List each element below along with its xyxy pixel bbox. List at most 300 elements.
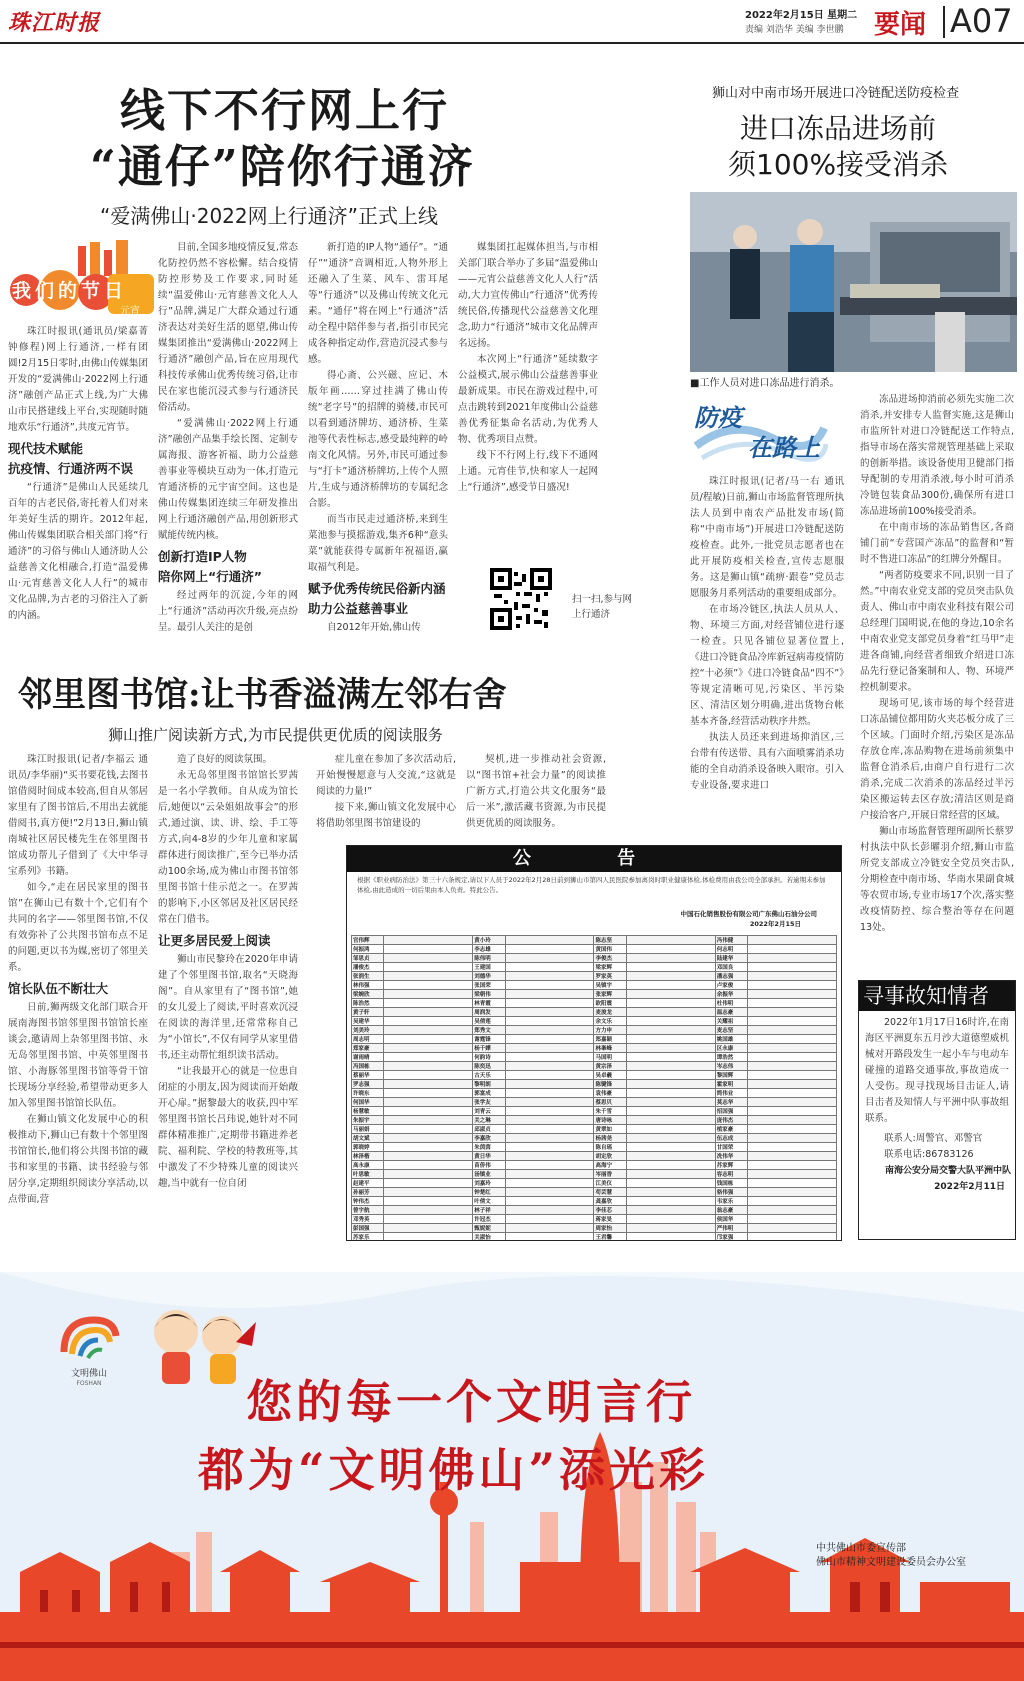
notice-person-id [505,1089,594,1098]
notice-person-name: 麦志坚 [715,1026,747,1035]
notice-person-id [384,1107,473,1116]
notice-person-name: 姚国雄 [715,1035,747,1044]
online-col-2 [158,240,298,664]
notice-person-name: 吴镇宇 [594,981,626,990]
notice-person-id [384,1098,473,1107]
notice-person-name: 蔡思贝 [594,1098,626,1107]
witness-contact: 联系人:周警官、邓警官 [884,1133,983,1144]
notice-person-name: 韦家乐 [715,1197,747,1206]
notice-person-id [505,1197,594,1206]
notice-person-id [384,1071,473,1080]
notice-person-id [505,972,594,981]
notice-person-id [626,990,715,999]
notice-person-name: 刘嘉玲 [473,1179,505,1188]
library-col2-para-3: 狮山市民黎玲在2020年申请建了个邻里图书馆,取名“天晓海阁”。自从家里有了“图书馆”,她的女儿爱上了阅读,平时喜欢沉浸在阅读的海洋里,还常常称自己为“小馆长”,不仅有同学从家里借书,还主动帮忙组织读书活动。 [158,954,298,1061]
notice-person-name: 黎明朗 [473,1080,505,1089]
notice-person-name: 关耀祖 [715,1017,747,1026]
notice-person-name: 张学友 [473,1098,505,1107]
notice-person-name: 刘青云 [473,1107,505,1116]
notice-person-id [384,1143,473,1152]
notice-person-id [748,981,837,990]
notice-person-name: 卢家俊 [715,981,747,990]
notice-person-name: 潘俊杰 [352,963,384,972]
festival-badge-text: 我们的节日 [12,280,128,302]
mascot-icon [140,1302,260,1392]
online-col3-para-2: 得心斋、公兴磁、应记、木版年画……穿过挂满了佛山传统“老字号”的招牌的骑楼,市民可以看到通济牌坊、通济桥、生菜池等代表性标志,感受最纯粹的岭南文化风情。另外,市民可通过参与“打卡”通济桥牌坊,上传个人照片,生成与通济桥牌坊的专属纪念合影。 [308,370,448,509]
notice-person-id [626,1143,715,1152]
online-col2-subhead-1: 创新打造IP人物 [158,549,247,564]
notice-table-row [352,981,837,990]
notice-person-id [748,1080,837,1089]
notice-person-name: 杨千嬅 [473,1044,505,1053]
online-col1-subhead-1: 现代技术赋能 [8,441,84,456]
notice-person-id [384,1116,473,1125]
notice-person-id [748,1062,837,1071]
notice-person-id [505,963,594,972]
notice-person-name: 周家怡 [594,1224,626,1233]
notice-person-id [748,972,837,981]
notice-person-name: 许冠杰 [473,1215,505,1224]
epidemic-logo [692,398,828,464]
notice-person-name: 岑丽香 [594,1170,626,1179]
notice-person-id [748,1098,837,1107]
notice-person-name: 孙丽芳 [352,1188,384,1197]
notice-person-id [505,1206,594,1215]
notice-person-id [384,1215,473,1224]
library-col-3 [316,752,456,836]
cold-chain-col2-para-4: 现场可见,该市场的每个经营进口冻品铺位都用防火夹芯板分成了三个区域。门面时介绍,污染区是冻品存放仓库,冻品购物在进场前须集中监督仓消杀后,由商户自行进行二次消杀,完成二次消杀的冻品经过半污染区搬运转去区存放;清洁区则是商户接洽客户,开展日常经营的区域。 [860,698,1014,821]
notice-signature: 中国石化销售股份有限公司广东佛山石油分公司 [680,910,817,918]
notice-person-id [626,1062,715,1071]
notice-person-id [626,1125,715,1134]
notice-person-name: 霍家明 [715,1080,747,1089]
notice-person-id [626,1026,715,1035]
notice-person-name: 邱淑贞 [473,1125,505,1134]
online-tongji-subheadline: “爱满佛山·2022网上行通济”正式上线 [100,204,438,228]
notice-person-name: 王建国 [473,963,505,972]
notice-person-name: 杜伟明 [715,999,747,1008]
notice-table-row [352,1089,837,1098]
notice-person-id [626,1107,715,1116]
qr-code[interactable] [490,568,552,630]
notice-person-name: 李俊杰 [594,954,626,963]
notice-person-name: 李嘉欣 [473,1134,505,1143]
notice-person-name: 官伟辉 [352,936,384,945]
notice-person-id [748,1188,837,1197]
notice-table-row [352,1080,837,1089]
notice-person-name: 温志豪 [715,1008,747,1017]
notice-person-id [505,1143,594,1152]
notice-person-id [626,1179,715,1188]
notice-person-name: 招国强 [715,1107,747,1116]
notice-person-id [505,1233,594,1242]
notice-person-id [748,1233,837,1242]
notice-table-row [352,954,837,963]
notice-person-name: 林子祥 [473,1206,505,1215]
notice-person-name: 邹思贞 [352,954,384,963]
notice-person-name: 何振鸿 [352,945,384,954]
notice-person-id [384,1224,473,1233]
notice-table-row [352,990,837,999]
notice-person-name: 张国荣 [473,981,505,990]
notice-table-row [352,1179,837,1188]
notice-person-id [505,1125,594,1134]
notice-person-name: 庞伟杰 [715,1116,747,1125]
festival-badge [8,240,158,320]
notice-person-name: 吴卓羲 [594,1071,626,1080]
notice-person-name: 骆伟强 [715,1188,747,1197]
cold-chain-col2-para-3: “两者防疫要求不同,识别一目了然。”中南农业党支部的党员突击队负责人、佛山市中南农业科技有限公司总经理门国明说,在他的身边,10余名中南农业党支部党员身着“红马甲”走进各商铺,向经营者细致介绍进口冻品先行登记备案制和人、物、环境严控机制要求。 [860,570,1014,693]
festival-badge-sub: 元宵 [120,306,140,317]
notice-person-name: 邓国良 [715,963,747,972]
notice-person-name: 黄小玲 [473,936,505,945]
notice-person-name: 严伟明 [715,1224,747,1233]
notice-person-name: 莫志华 [715,1098,747,1107]
notice-table-row [352,1026,837,1035]
notice-person-id [626,1017,715,1026]
notice-person-id [626,936,715,945]
library-headline: 邻里图书馆:让书香溢满左邻右舍 [18,675,507,715]
notice-person-name: 余振华 [715,990,747,999]
notice-table-row [352,945,837,954]
notice-person-id [748,1224,837,1233]
notice-person-name: 周润发 [473,1008,505,1017]
newspaper-logo: 珠江时报 [8,10,101,36]
notice-person-name: 简伟业 [715,1089,747,1098]
notice-person-id [748,1152,837,1161]
notice-person-name: 潘志强 [715,972,747,981]
notice-person-id [748,1026,837,1035]
notice-title: 公 告 [512,848,676,869]
notice-person-id [384,1026,473,1035]
online-col4-para-1: 媒集团扛起媒体担当,与市相关部门联合举办了多届“温爱佛山——元宵公益慈善文化人人行”活动,大力宣传佛山“行通济”优秀传统民俗,传播现代公益慈善文化理念,助力“行通济”城市文化品牌声名远扬。 [458,242,598,349]
notice-person-name: 黎国辉 [715,1071,747,1080]
notice-person-id [626,1008,715,1017]
notice-person-id [384,981,473,990]
notice-table-row [352,963,837,972]
notice-person-id [384,1044,473,1053]
notice-person-name: 汤镇业 [473,1170,505,1179]
notice-person-name: 郑家豪 [352,1044,384,1053]
library-col4-para-1: 契机,进一步推动社会资源,以“图书馆+社会力量”的阅读推广新方式,打造公共文化服务“最后一米”,激活藏书资源,为市民提供更优质的阅读服务。 [466,754,606,829]
notice-person-name: 刘美玲 [352,1026,384,1035]
notice-person-name: 何韵诗 [473,1053,505,1062]
online-col2-para-3: 经过两年的沉淀,今年的网上“行通济”活动再次升级,亮点纷呈。最引人关注的是创 [158,590,298,633]
library-col3-para-1: 症儿童在参加了多次活动后,开始慢慢愿意与人交流,“这就是阅读的力量!” [316,754,456,797]
notice-person-name: 何国华 [352,1098,384,1107]
notice-table-row [352,1161,837,1170]
notice-person-name: 罗家英 [594,972,626,981]
notice-table-row [352,1035,837,1044]
online-tongji-headline-2: “通仔”陪你行通济 [90,140,475,193]
notice-person-name: 古天乐 [473,1071,505,1080]
notice-person-id [748,1089,837,1098]
cold-chain-col2-para-5: 狮山市场监督管理所副所长蔡罗村执法中队长彭曜羽介绍,狮山市监所党支部成立冷链安全党员突击队,分期检查中南市场、华南水果副食城等农贸市场,专业市场17个次,落实整改疫情防控、综合整治等存在问题13处。 [860,826,1014,933]
notice-person-id [505,1008,594,1017]
library-col1-para-3: 日前,狮两级文化部门联合开展南海图书馆邻里图书馆馆长座谈会,邀请周上杂邻里图书馆、永无岛邻里图书馆、中英邻里图书馆、小海豚邻里图书馆等骨干馆长现场分享经验,希望带动更多人加入邻里图书馆馆长队伍。 [8,1002,148,1109]
notice-person-name: 彭国强 [352,1224,384,1233]
notice-table-row [352,1044,837,1053]
cold-chain-col1-para-1: 珠江时报讯(记者/马一右 通讯员/程敏)日前,狮山市场监督管理所执法人员到中南农产品批发市场(简称“中南市场”)开展进口冷链配送防疫检查。此外,一批党员志愿者也在此开展防疫相关检查,宣传志愿服务。这是狮山镇“疏痹·跟卷”党员志愿服务月系列活动的重要组成部分。 [690,476,844,599]
notice-person-name: 方力申 [594,1026,626,1035]
notice-person-id [505,1116,594,1125]
online-col3-para-3: 而当市民走过通济桥,来到生菜池参与摸摇游戏,集齐6种“意头菜”就能获得专属新年祝福语,赢取福气利是。 [308,514,448,573]
civility-logo-icon [54,1312,124,1364]
notice-person-name: 张家辉 [594,990,626,999]
notice-table-row [352,1224,837,1233]
notice-person-name: 胡文斌 [352,1134,384,1143]
notice-person-name: 何志明 [715,945,747,954]
notice-person-name: 陈伟明 [473,954,505,963]
witness-notice-header [859,981,1015,1011]
issue-date: 2022年2月15日 星期二 [745,10,858,21]
notice-person-name: 罗志强 [352,1080,384,1089]
notice-person-name: 陈奕迅 [473,1062,505,1071]
notice-table-row [352,1197,837,1206]
notice-person-name: 林峯峰 [594,1044,626,1053]
library-col2-para-1: 造了良好的阅读氛围。 [177,754,273,765]
notice-person-id [748,990,837,999]
notice-person-id [384,954,473,963]
notice-person-name: 陈浩然 [352,999,384,1008]
notice-person-id [505,945,594,954]
notice-person-name: 黄子轩 [352,1008,384,1017]
notice-person-id [505,1134,594,1143]
notice-person-name: 区永康 [715,1044,747,1053]
cold-chain-headline-2: 须100%接受消杀 [728,148,949,181]
notice-person-id [626,1071,715,1080]
notice-person-id [748,1170,837,1179]
qr-caption: 扫一扫,参与网上行通济 [572,594,633,620]
editors-credit: 责编 刘浩华 美编 李世鹏 [745,25,844,35]
online-col3-para-1: 新打造的IP人物“通仔”。“通仔”“通济”音调相近,人物外形上还融入了生菜、风车、雷耳尾等“行通济”以及佛山传统文化元素。“通仔”将在网上“行通济”活动全程中陪伴参与者,指引市民完成各种指定动作,营造沉浸式参与感。 [308,242,448,365]
notice-person-id [748,1017,837,1026]
notice-person-name: 高永康 [352,1161,384,1170]
library-col1-para-2: 如今,“走在居民家里的图书馆”在狮山已有数十个,它们有个共同的名字——邻里图书馆,不仅有效弥补了公共图书馆布点不足的问题,更以书为媒,密切了邻里关系。 [8,882,148,973]
notice-person-name: 植家豪 [715,1125,747,1134]
online-col4-para-2: 本次网上“行通济”延续数字公益模式,展示佛山公益慈善事业最新成果。市民在游戏过程中,可点击跳转到2021年度佛山公益慈善优秀征集命名活动,为优秀人物、优秀项目点赞。 [458,354,598,445]
cold-chain-col-1 [690,474,844,834]
notice-person-id [626,1206,715,1215]
library-col1-para-1: 珠江时报讯(记者/李福云 通讯员/李华丽)“买书要花钱,去图书馆借阅时间成本较高,但自从邻居家里有了图书馆后,不用出去就能借阅书,真方便!”2月13日,狮山镇南城社区居民楼先生在邻里图书馆成功帮儿子借到了《大中华寻宝系列》书籍。 [8,754,148,877]
notice-table-row [352,1215,837,1224]
page-number: A07 [950,2,1013,40]
online-col1-para: “行通济”是佛山人民延续几百年的古老民俗,寄托着人们对来年美好生活的期许。2012年起,佛山传媒集团联合相关部门将“行通济”的习俗与佛山人通济助人公益慈善文化相融合,打造“温爱佛山·元宵慈善文化人人行”的城市文化品牌,为古老的习俗注入了新的内涵。 [8,482,148,621]
notice-person-id [505,1080,594,1089]
notice-person-name: 翁志豪 [715,1206,747,1215]
notice-person-id [384,1062,473,1071]
notice-person-name: 胡定欣 [594,1152,626,1161]
notice-person-name: 张润生 [352,972,384,981]
notice-person-id [384,972,473,981]
notice-person-id [748,936,837,945]
notice-person-id [626,945,715,954]
notice-person-id [505,1161,594,1170]
notice-person-id [505,1179,594,1188]
notice-person-id [505,1071,594,1080]
masthead [0,0,1024,44]
notice-person-name: 梁家辉 [594,963,626,972]
notice-person-name: 关之琳 [473,1116,505,1125]
notice-person-id [748,1044,837,1053]
notice-person-id [505,936,594,945]
notice-person-id [626,1215,715,1224]
notice-person-name: 邓秀英 [352,1215,384,1224]
notice-person-name: 梁朝伟 [473,990,505,999]
notice-person-name: 林青霞 [473,999,505,1008]
cold-chain-headline-1: 进口冻品进场前 [740,112,937,145]
notice-person-id [505,990,594,999]
notice-person-id [626,1134,715,1143]
notice-person-id [626,1116,715,1125]
notice-person-id [384,1170,473,1179]
notice-person-id [748,1206,837,1215]
notice-person-name: 苟芸慧 [594,1188,626,1197]
notice-person-name: 许晓东 [352,1089,384,1098]
notice-person-name: 欧阳震 [594,999,626,1008]
notice-table-row [352,1170,837,1179]
notice-table-row [352,1071,837,1080]
notice-table-wrap [347,935,841,1241]
online-col-1 [8,324,148,664]
notice-person-id [384,945,473,954]
notice-person-id [626,1035,715,1044]
notice-person-name: 郭晓婷 [352,1143,384,1152]
library-col1-para-4: 在狮山镇文化发展中心的积极推动下,狮山已有数十个邻里图书馆馆长,他们将公共图书馆的藏书和家里的书籍、读书经验与邻居分享,定期组织阅读分享活动,以点带面,营 [8,1114,148,1205]
cold-chain-col-2 [860,392,1014,976]
notice-person-id [505,1188,594,1197]
civility-logo-sub: FOSHAN [76,1380,102,1387]
library-col1-subhead: 馆长队伍不断壮大 [8,981,109,996]
notice-person-id [384,1197,473,1206]
notice-person-id [384,1080,473,1089]
notice-person-name: 唐诗咏 [594,1116,626,1125]
notice-date: 2022年2月15日 [749,920,801,928]
notice-person-name: 陈键锋 [594,1080,626,1089]
cold-chain-col2-para-2: 在中南市场的冻品销售区,各商铺门前“专营国产冻品”的监督和“暂时不售进口冻品”的红牌分外醒目。 [860,522,1014,565]
online-col2-subhead-2: 陪你网上“行通济” [158,569,262,584]
civility-logo-text: 文明佛山 [70,1369,107,1379]
notice-person-name: 林泽楷 [352,1152,384,1161]
notice-person-name: 钟楚红 [473,1188,505,1197]
online-col3-para-4: 自2012年开始,佛山传 [327,622,421,633]
notice-person-name: 苗侨伟 [473,1161,505,1170]
online-col-3 [308,240,448,664]
notice-table-row [352,1152,837,1161]
notice-person-name: 高海宁 [594,1161,626,1170]
notice-table-row [352,999,837,1008]
online-col1-intro: 珠江时报讯(通讯员/梁嘉菁 钟修程)网上行通济,一样有团圆!2月15日零时,由佛山传媒集团开发的“爱满佛山·2022网上行通济”融创产品正式上线,为广大佛山市民搭建线上平台,实现随时随地欢乐“行通济”,共度元宵节。 [8,326,148,433]
notice-person-name: 伍志成 [715,1134,747,1143]
notice-person-id [748,999,837,1008]
notice-person-id [748,945,837,954]
notice-person-name: 冼伟华 [715,1152,747,1161]
notice-person-id [384,1188,473,1197]
notice-table-row [352,1053,837,1062]
banner-slogan-line-2: 都为“文明佛山”添光彩 [198,1443,709,1497]
notice-person-name: 马国明 [594,1053,626,1062]
notice-person-id [505,954,594,963]
cold-chain-photo [690,192,1017,372]
notice-person-name: 谢雨晴 [352,1053,384,1062]
disinfection-photo-icon [690,192,1017,372]
notice-person-id [626,1233,715,1242]
notice-person-id [384,1233,473,1242]
notice-person-id [626,981,715,990]
section-divider [943,6,945,38]
notice-person-name: 邝家强 [715,1233,747,1242]
notice-table-row [352,1008,837,1017]
notice-person-name: 龚嘉欣 [594,1197,626,1206]
civility-foshan-logo [54,1312,124,1386]
notice-person-id [384,936,473,945]
epidemic-logo-text-2: 在路上 [748,433,820,462]
notice-person-id [384,1089,473,1098]
notice-person-name: 周志明 [352,1035,384,1044]
notice-person-id [505,981,594,990]
notice-person-id [626,999,715,1008]
notice-person-id [384,1017,473,1026]
notice-person-id [748,1134,837,1143]
notice-person-name: 侯国华 [715,1215,747,1224]
notice-table-row [352,1062,837,1071]
notice-person-id [626,1089,715,1098]
notice-person-name: 叶思敏 [352,1170,384,1179]
notice-table-row [352,1017,837,1026]
notice-person-id [384,1008,473,1017]
notice-person-id [505,1035,594,1044]
notice-person-id [748,1197,837,1206]
notice-person-name: 陈志坚 [594,936,626,945]
notice-person-id [748,1143,837,1152]
online-tongji-headline-1: 线下不行网上行 [120,84,450,137]
mascot-figures [140,1302,260,1392]
notice-person-name: 吴倩莲 [473,1017,505,1026]
notice-person-id [626,1152,715,1161]
library-col-1 [8,752,148,1240]
library-col-2 [158,752,298,1240]
notice-person-name: 朱千雪 [594,1107,626,1116]
notice-person-id [748,1179,837,1188]
notice-person-name: 谭浩然 [715,1053,747,1062]
notice-table-row [352,1206,837,1215]
notice-person-id [748,1116,837,1125]
notice-person-name: 陆建华 [715,954,747,963]
notice-person-id [505,1053,594,1062]
notice-person-id [505,1044,594,1053]
notice-person-id [505,1152,594,1161]
witness-notice-title: 寻事故知情者 [863,984,989,1008]
library-col2-subhead: 让更多居民爱上阅读 [158,933,271,948]
notice-person-id [748,963,837,972]
notice-table-row [352,936,837,945]
notice-person-id [748,1161,837,1170]
notice-person-id [384,1152,473,1161]
notice-table-row [352,1125,837,1134]
notice-person-id [384,1179,473,1188]
notice-person-name: 谢霆锋 [473,1035,505,1044]
section-name: 要闻 [874,10,927,40]
notice-person-name: 苏家辉 [715,1161,747,1170]
cold-chain-kicker: 狮山对中南市场开展进口冷链配送防疫检查 [712,86,960,101]
notice-table-row [352,1107,837,1116]
notice-person-id [748,1107,837,1116]
notice-person-id [505,1215,594,1224]
notice-person-name: 曾宇航 [352,1206,384,1215]
banner-slogan-line-1: 您的每一个文明言行 [246,1375,696,1429]
notice-person-id [748,1035,837,1044]
notice-person-name: 杨慧敏 [352,1107,384,1116]
